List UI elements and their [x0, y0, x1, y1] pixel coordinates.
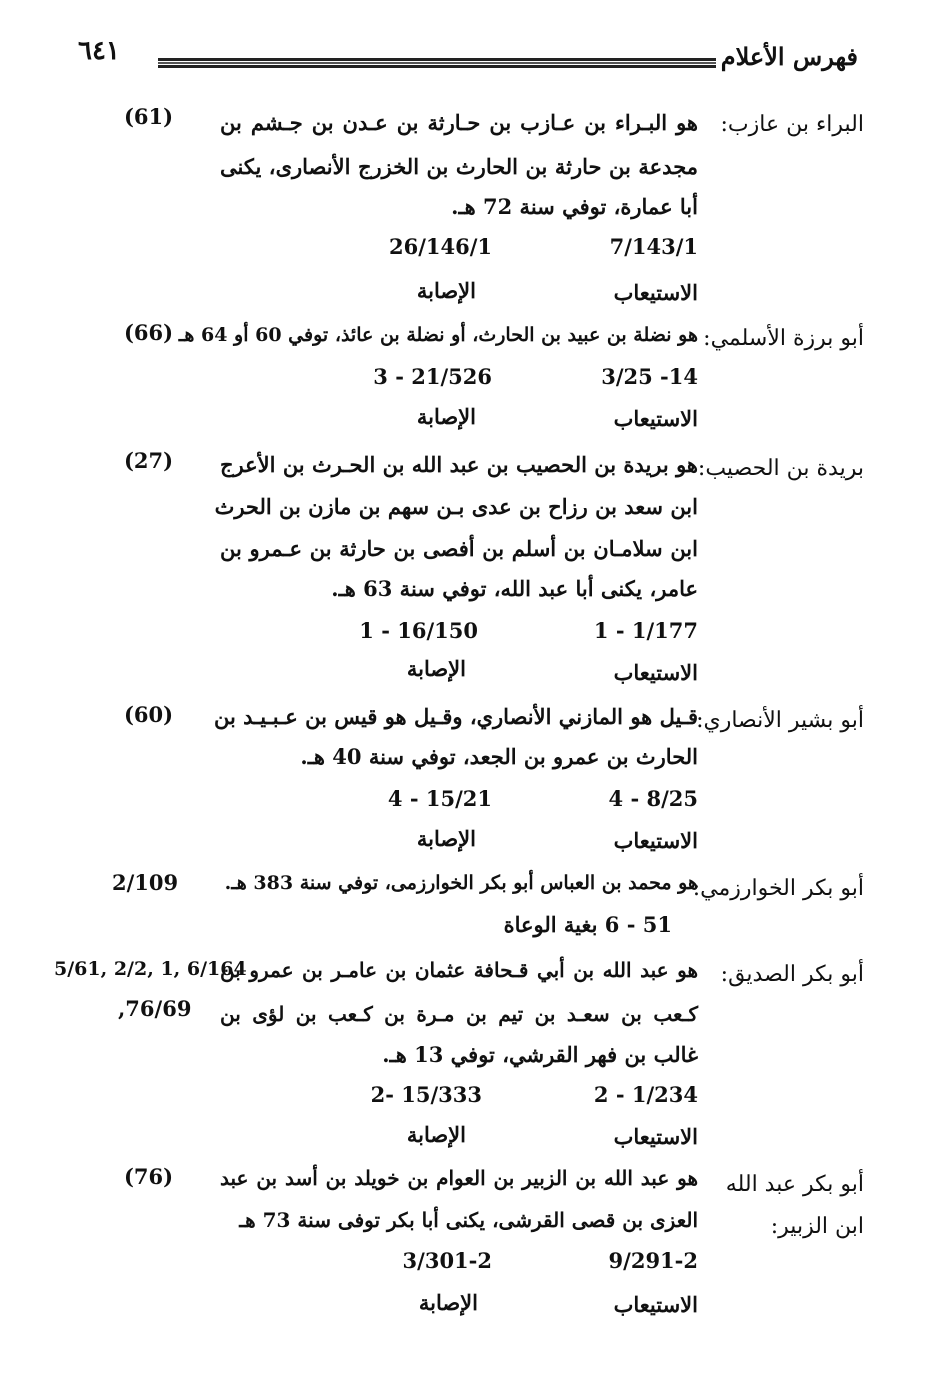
isaba-label: الإصابة	[416, 278, 476, 303]
entry-line: غالب بن فهر القرشي، توفي 13 هـ.	[382, 1042, 698, 1067]
isaba-label: الإصابة	[406, 656, 466, 681]
isti-citation: 14- 3/25	[601, 364, 698, 389]
isaba-citation: 21/526 - 3	[373, 364, 492, 389]
isti-label: الاستيعاب	[613, 280, 698, 305]
isti-citation: 1/177 - 1	[593, 618, 698, 643]
entry-line: عامر، يكنى أبا عبد الله، توفي سنة 63 هـ.	[331, 576, 698, 601]
isti-label: الاستيعاب	[613, 660, 698, 685]
isaba-label: الإصابة	[416, 826, 476, 851]
entry-line: أبا عمارة، توفي سنة 72 هـ.	[451, 194, 698, 219]
entry-ref: 5/61, 2/2, 1, 6/164	[54, 958, 247, 980]
entry-line: هو عبد الله بن الزبير بن العوام بن خويلد بن أسد بن عبد	[220, 1166, 698, 1190]
entry-line: ابن سلامـان بن أسلم بن أفصى بن حارثة بن عـمرو بن	[220, 536, 698, 561]
entry-name: بريدة بن الحصيب:	[697, 456, 864, 481]
entry-ref: (27)	[124, 448, 174, 473]
entry-line: كـعب بن سعـد بن تيم بن مـرة بن كـعب بن لؤى بن	[220, 1002, 698, 1026]
entry-line: قـيل هو المازني الأنصاري، وقـيل هو قيس بن عـبـيـد بن	[213, 704, 698, 729]
entry-ref: (61)	[124, 104, 174, 129]
entry-line: هو بريدة بن الحصيب بن عبد الله بن الحـرث بن الأعرج	[220, 452, 698, 477]
entry-name-continuation: ابن الزبير:	[770, 1214, 864, 1239]
isti-citation: 9/291-2	[608, 1248, 698, 1273]
entry-ref: (60)	[124, 702, 174, 727]
isaba-label: الإصابة	[406, 1122, 466, 1147]
isti-label: الاستيعاب	[613, 828, 698, 853]
entry-line: هو عبد الله بن أبي قـحافة عثمان بن عامـر بن عمرو بن	[220, 958, 698, 982]
isaba-citation: 16/150 - 1	[359, 618, 478, 643]
entry-line: مجدعة بن حارثة بن الحارث بن الخزرج الأنصارى، يكنى	[220, 154, 698, 179]
isaba-citation: 26/146/1	[388, 234, 492, 259]
isaba-label: الإصابة	[416, 404, 476, 429]
isti-citation: 8/25 - 4	[608, 786, 698, 811]
entry-name: البراء بن عازب:	[720, 112, 864, 137]
entry-line: هو محمد بن العباس أبو بكر الخوارزمى، توفي سنة 383 هـ.	[224, 872, 698, 894]
isaba-citation: 3/301-2	[402, 1248, 492, 1273]
bughya-citation: 51 - 6 بغية الوعاة	[503, 912, 672, 937]
entry-line: العزى بن قصى القرشى، يكنى أبا بكر توفى سنة 73 هـ	[239, 1208, 698, 1232]
isti-label: الاستيعاب	[613, 406, 698, 431]
entry-line: هو البـراء بن عـازب بن حـارثة بن عـدن بن جـشم بن	[220, 110, 698, 135]
entry-ref: 2/109	[112, 870, 179, 895]
page-number: ٦٤١	[78, 36, 120, 66]
isaba-label: الإصابة	[418, 1290, 478, 1315]
entry-name: أبو بشير الأنصاري:	[696, 708, 864, 733]
isti-citation: 1/234 - 2	[593, 1082, 698, 1107]
entry-ref-continuation: ,76/69	[118, 996, 192, 1021]
entry-ref: (66)	[124, 320, 174, 345]
header-rule	[158, 58, 716, 68]
isaba-citation: 15/21 - 4	[387, 786, 492, 811]
isti-label: الاستيعاب	[613, 1292, 698, 1317]
isti-label: الاستيعاب	[613, 1124, 698, 1149]
entry-line: الحارث بن عمرو بن الجعد، توفي سنة 40 هـ.	[300, 744, 698, 769]
entry-line: هو نضلة بن عبيد بن الحارث، أو نضلة بن عائذ، توفي 60 أو 64 هـ	[178, 324, 698, 346]
entry-name: أبو بكر عبد الله	[725, 1172, 864, 1197]
isti-citation: 7/143/1	[609, 234, 698, 259]
entry-line: ابن سعد بن رزاح بن عدى بـن سهم بن مازن بن الحرث	[214, 494, 698, 519]
entry-name: أبو بكر الصديق:	[720, 962, 864, 987]
entry-name: أبو بكر الخوارزمي:	[692, 876, 864, 901]
entry-ref: (76)	[124, 1164, 174, 1189]
isaba-citation: 15/333 -2	[370, 1082, 482, 1107]
entry-name: أبو برزة الأسلمي:	[703, 326, 864, 351]
page-title: فهرس الأعلام	[720, 42, 858, 71]
